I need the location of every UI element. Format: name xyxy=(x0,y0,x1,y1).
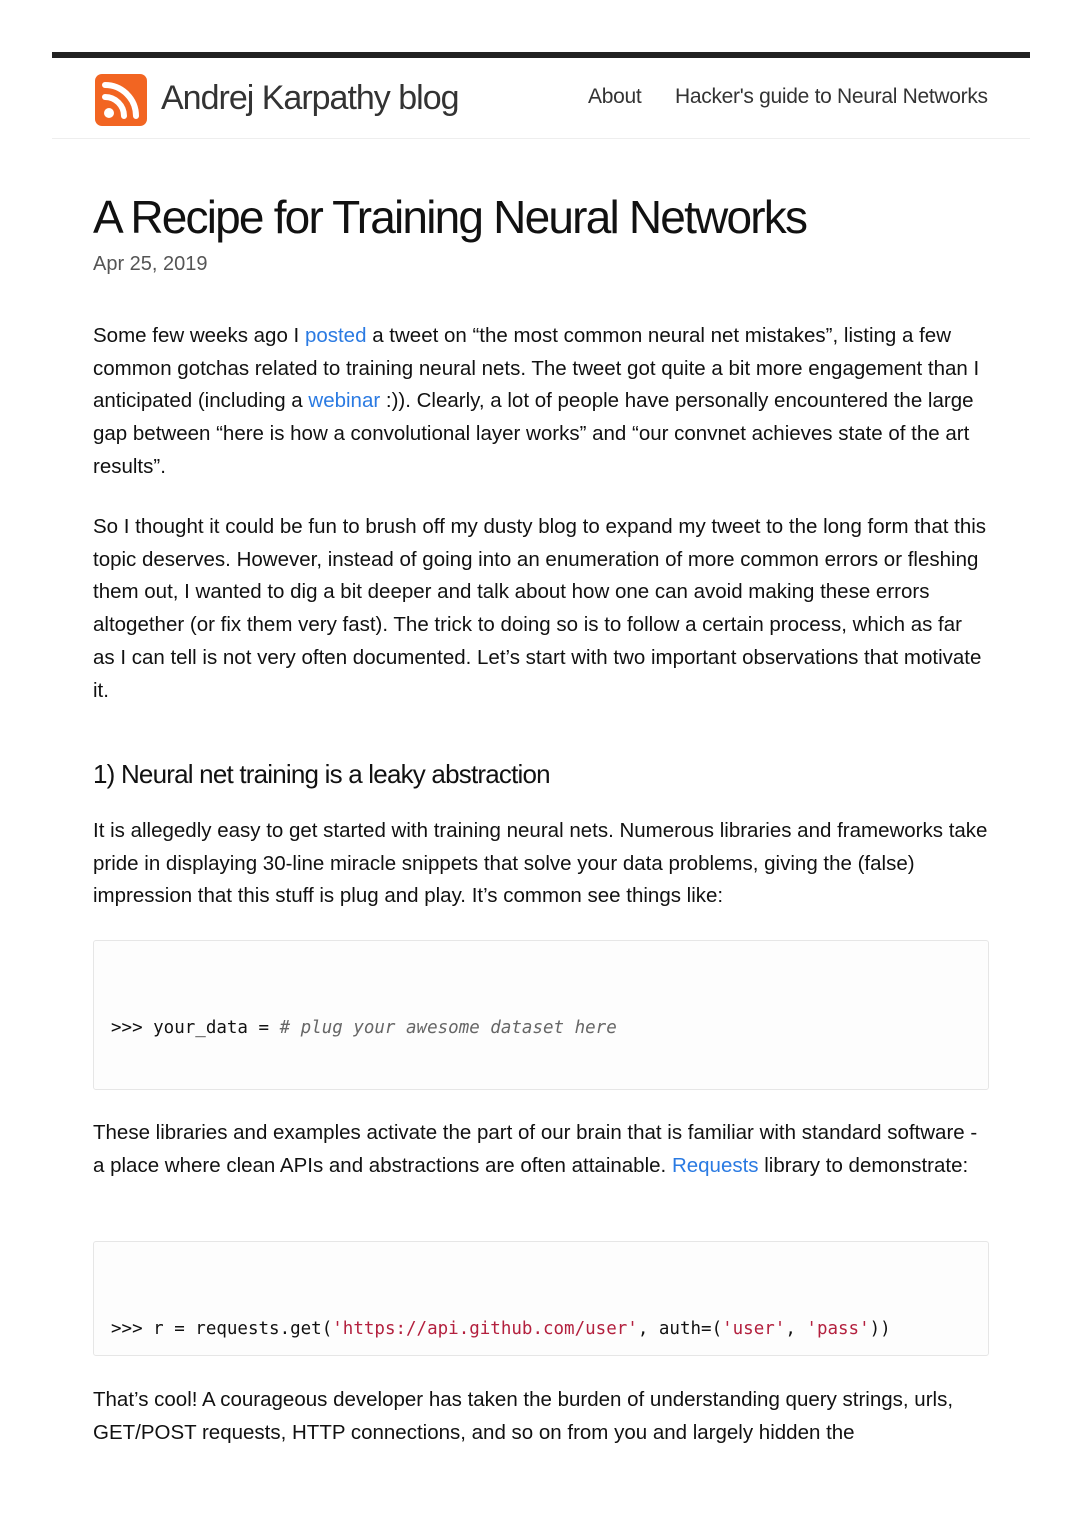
paragraph-courageous-developer: That’s cool! A courageous developer has taken the burden of understanding query strings, urls, GET/POST requests, HTTP connections, and so on from you and largely hidden the xyxy=(93,1388,954,1444)
post-date: Apr 25, 2019 xyxy=(93,253,208,275)
code-line: >>> r = requests.get('https://api.github.com/user', auth=('user', 'pass')) xyxy=(111,1319,891,1339)
paragraph-libraries: It is allegedly easy to get started with training neural nets. Numerous libraries and frameworks take pride in displaying 30-line miracle snippets that solve your data problems, giving the (false) impression that this stuff is plug and play. It’s common see things like: xyxy=(93,819,988,908)
section-heading-leaky-abstraction: 1) Neural net training is a leaky abstraction xyxy=(93,759,550,789)
webinar-link[interactable]: webinar xyxy=(308,389,381,413)
code-block-requests[interactable] xyxy=(93,1241,989,1356)
rss-icon[interactable] xyxy=(95,74,147,126)
requests-link[interactable]: Requests xyxy=(671,1153,759,1177)
paragraph-intro: Some few weeks ago I posted a tweet on “the most common neural net mistakes”, listing a few common gotchas related to training neural nets. The tweet got quite a bit more engagement than I anticipated (including a webinar :)). Clearly, a lot of people have personally encountered the large gap between “here is how a convolutional layer works” and “our convnet achieves state of the art results”. xyxy=(93,324,980,478)
post-title: A Recipe for Training Neural Networks xyxy=(93,191,807,243)
site-header xyxy=(52,58,1030,139)
nav-about-link[interactable]: About xyxy=(588,85,642,108)
code-block-supercrossvalidator[interactable] xyxy=(93,940,989,1090)
site-title[interactable]: Andrej Karpathy blog xyxy=(161,79,459,117)
nav-hackers-guide-link[interactable]: Hacker's guide to Neural Networks xyxy=(675,85,988,108)
posted-link[interactable]: posted xyxy=(304,324,367,347)
paragraph-requests: These libraries and examples activate the part of our brain that is familiar with standard software - a place where clean APIs and abstractions are often attainable. Requests library to demonstrate: xyxy=(93,1121,978,1177)
code-line: >>> your_data = # plug your awesome dataset here xyxy=(111,1018,617,1038)
paragraph-motivation: So I thought it could be fun to brush off my dusty blog to expand my tweet to the long form that this topic deserves. However, instead of going into an enumeration of more common errors or fleshing them out, I wanted to dig a bit deeper and talk about how one can avoid making these errors altogether (or fix them very fast). The trick to doing so is to follow a certain process, which as far as I can tell is not very often documented. Let’s start with two important observations that motivate it. xyxy=(93,515,987,702)
